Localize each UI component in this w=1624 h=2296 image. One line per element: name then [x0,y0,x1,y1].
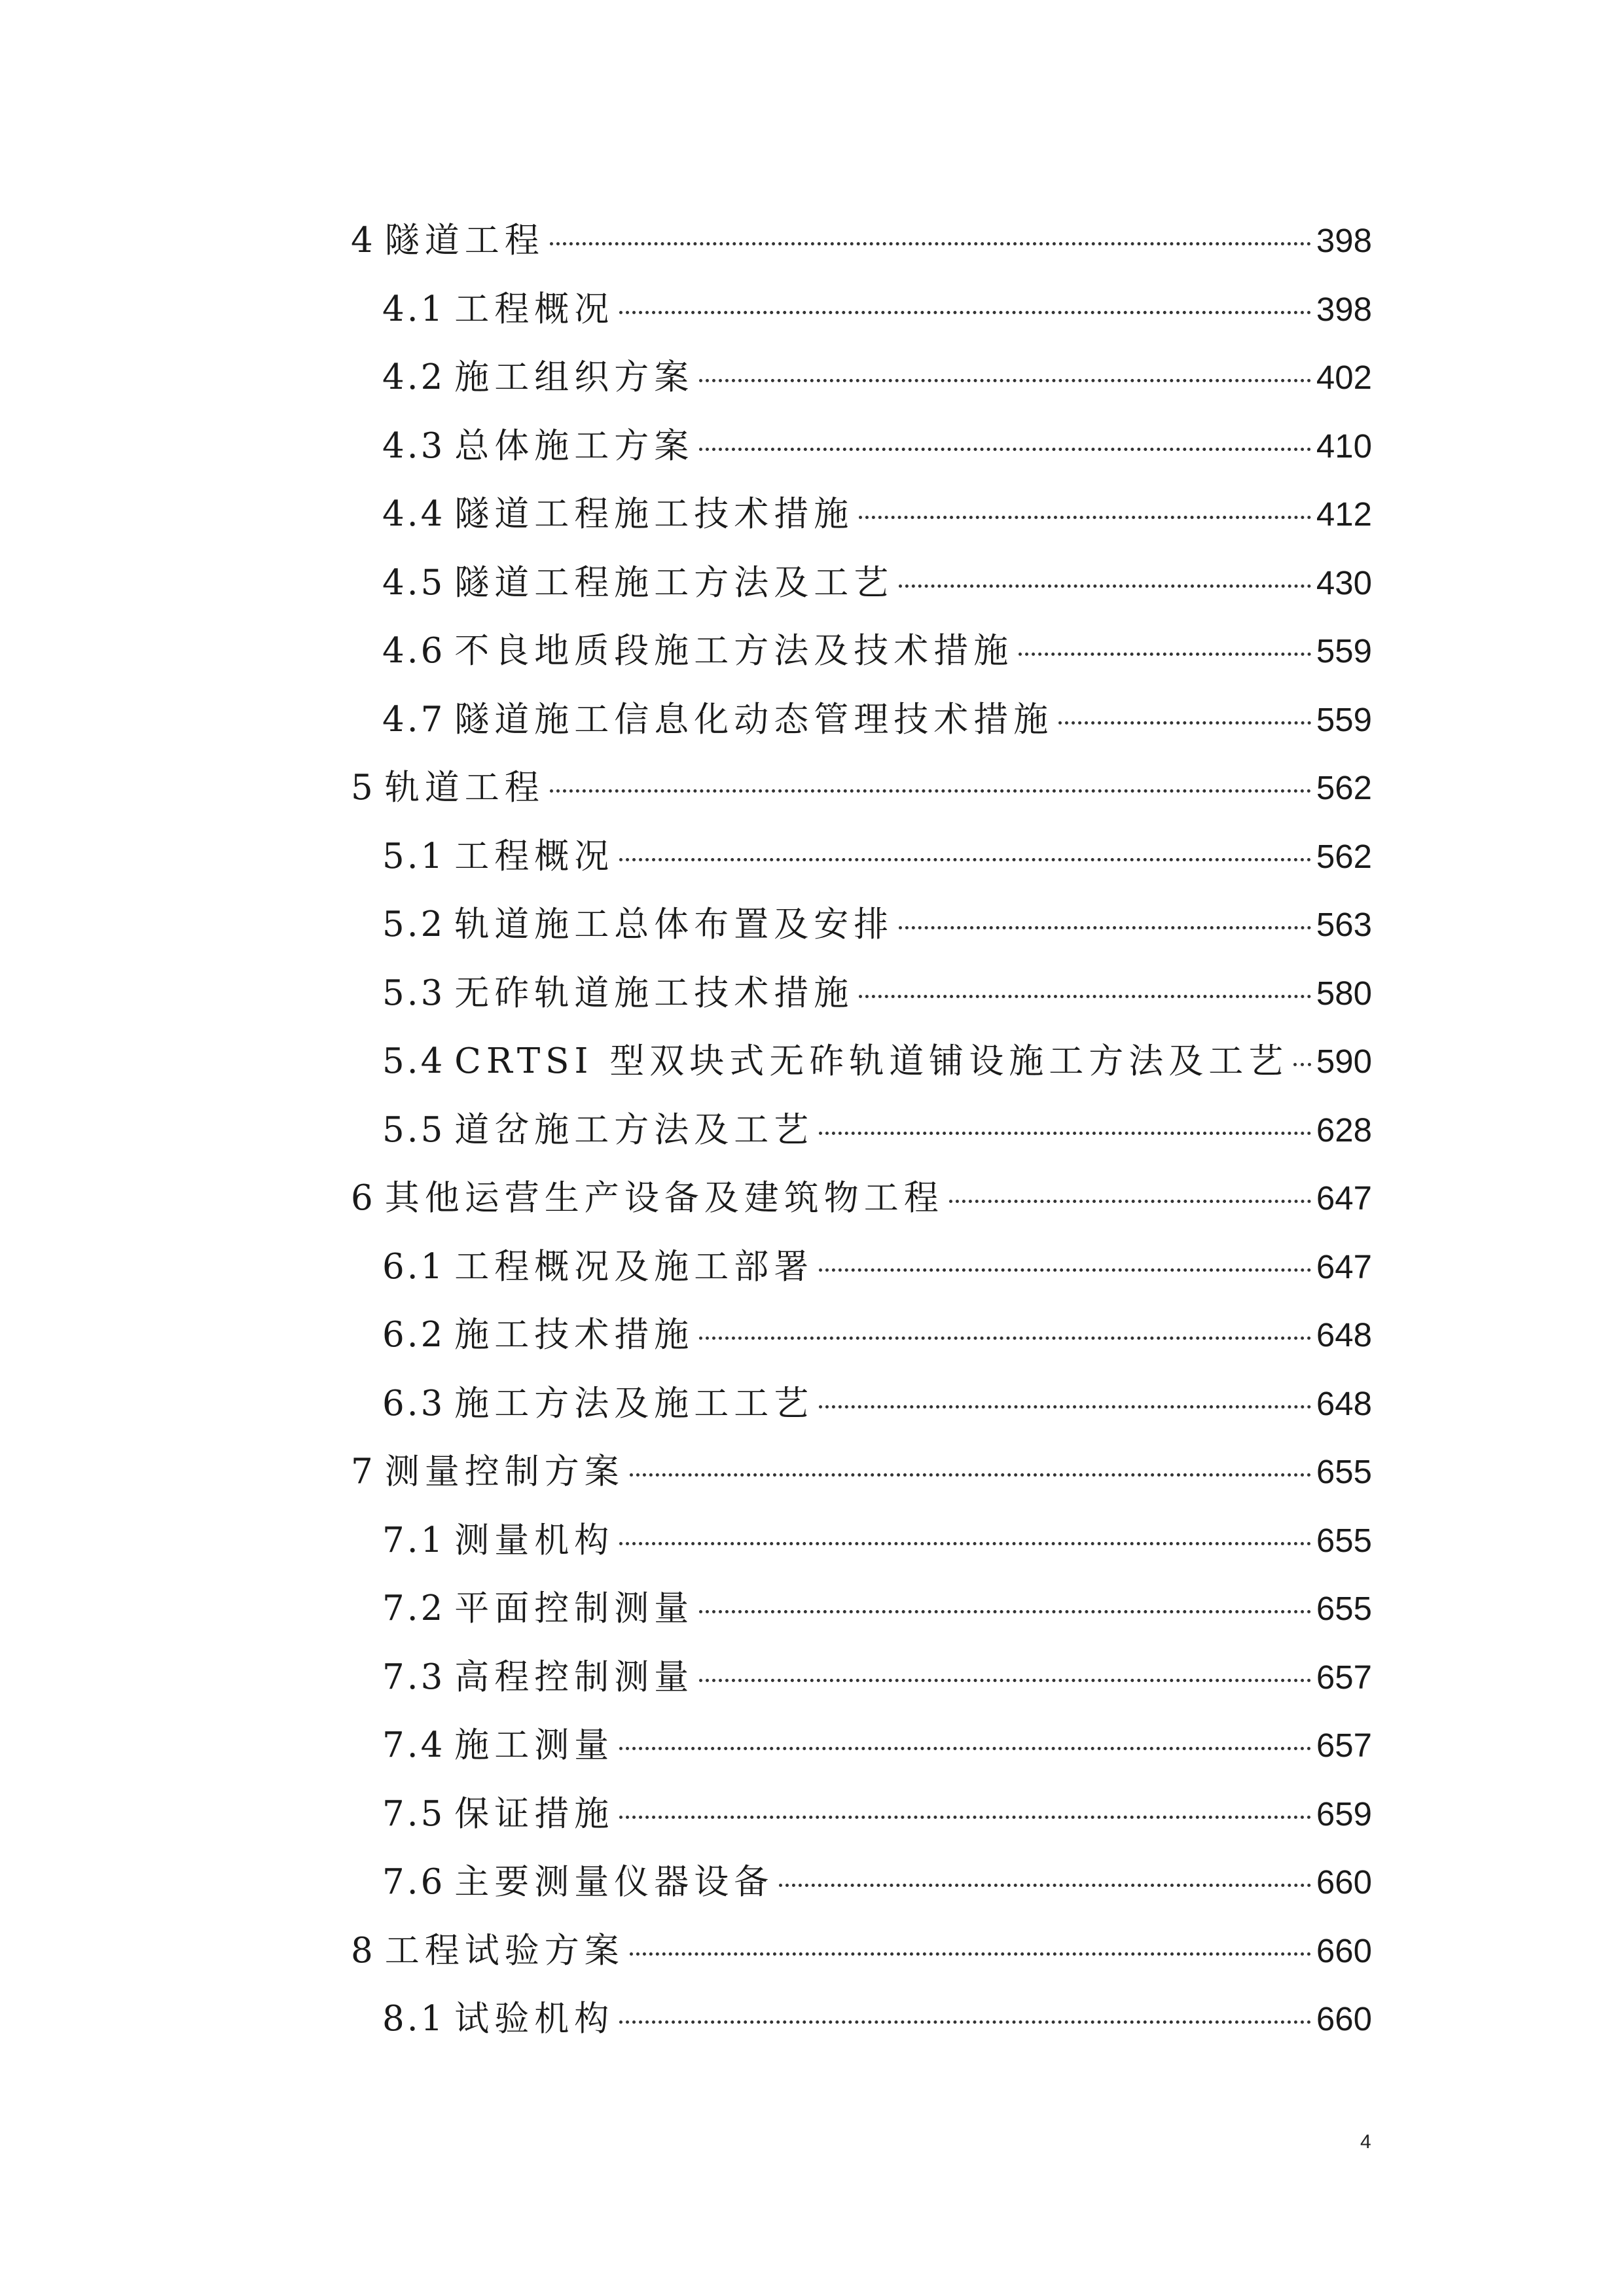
toc-dot-leader [619,2020,1311,2024]
toc-entry-number: 4.2 [382,357,446,397]
toc-entry-page: 562 [1316,837,1372,875]
toc-section-entry[interactable] [351,1848,1372,1917]
toc-section-entry[interactable] [351,480,1372,549]
toc-entry-page: 655 [1316,1590,1372,1627]
toc-entry-number: 6.3 [382,1383,446,1424]
toc-chapter-entry[interactable] [351,1917,1372,1986]
toc-dot-leader [949,1199,1311,1203]
toc-entry-title: CRTSI 型双块式无砟轨道铺设施工方法及工艺 [454,1041,1289,1081]
toc-entry-title: 隧道工程施工方法及工艺 [454,562,894,603]
toc-entry-number: 4.7 [382,699,446,740]
toc-entry-number: 4 [351,221,376,260]
toc-section-entry[interactable] [351,276,1372,344]
toc-section-entry[interactable] [351,1780,1372,1849]
toc-dot-leader [819,1131,1311,1135]
toc-entry-title: 隧道工程施工技术措施 [454,494,854,534]
toc-entry-title: 试验机构 [454,1999,615,2039]
toc-entry-title: 施工方法及施工工艺 [454,1383,814,1424]
toc-entry-title: 测量控制方案 [384,1452,624,1492]
toc-dot-leader [859,515,1311,519]
toc-entry-page: 647 [1316,1179,1372,1217]
toc-dot-leader [899,925,1311,929]
toc-entry-title: 施工技术措施 [454,1315,695,1355]
toc-entry-page: 655 [1316,1521,1372,1559]
page-number: 4 [1360,2131,1371,2153]
toc-entry-title: 轨道施工总体布置及安排 [454,905,894,944]
toc-entry-number: 6.2 [382,1315,446,1355]
toc-entry-page: 648 [1316,1316,1372,1354]
toc-section-entry[interactable] [351,686,1372,755]
toc-entry-page: 398 [1316,222,1372,259]
toc-section-entry[interactable] [351,891,1372,960]
toc-entry-page: 647 [1316,1247,1372,1285]
toc-entry-page: 398 [1316,290,1372,328]
toc-section-entry[interactable] [351,412,1372,481]
toc-entry-number: 5.1 [382,836,446,876]
toc-entry-page: 580 [1316,974,1372,1012]
toc-entry-title: 施工组织方案 [454,357,695,397]
toc-dot-leader [550,789,1311,793]
toc-section-entry[interactable] [351,1096,1372,1165]
toc-entry-page: 628 [1316,1111,1372,1149]
toc-dot-leader [819,1268,1311,1272]
toc-entry-page: 660 [1316,1931,1372,1969]
toc-dot-leader [699,1678,1311,1682]
toc-section-entry[interactable] [351,1233,1372,1302]
toc-section-entry[interactable] [351,1028,1372,1096]
toc-section-entry[interactable] [351,1370,1372,1439]
toc-entry-title: 测量机构 [454,1520,615,1560]
toc-entry-title: 总体施工方案 [454,425,695,466]
toc-dot-leader [699,378,1311,382]
toc-dot-leader [619,857,1311,861]
toc-entry-number: 6 [351,1178,376,1218]
toc-section-entry[interactable] [351,1301,1372,1370]
toc-entry-number: 4.5 [382,562,446,603]
toc-entry-number: 5.4 [382,1041,446,1081]
toc-entry-number: 4.4 [382,494,446,534]
toc-dot-leader [1019,652,1311,656]
toc-entry-page: 648 [1316,1384,1372,1422]
toc-dot-leader [619,310,1311,314]
toc-entry-title: 平面控制测量 [454,1588,695,1628]
toc-dot-leader [699,1336,1311,1340]
toc-entry-page: 655 [1316,1453,1372,1490]
toc-entry-page: 657 [1316,1658,1372,1696]
toc-entry-number: 6.1 [382,1246,446,1287]
toc-dot-leader [699,447,1311,451]
table-of-contents [351,207,1372,2054]
toc-dot-leader [630,1473,1311,1477]
toc-entry-number: 5 [351,768,376,808]
toc-section-entry[interactable] [351,1507,1372,1575]
toc-entry-number: 5.2 [382,905,446,944]
toc-entry-title: 无砟轨道施工技术措施 [454,973,854,1013]
toc-entry-page: 657 [1316,1727,1372,1764]
toc-dot-leader [699,1609,1311,1613]
toc-entry-page: 659 [1316,1795,1372,1833]
toc-dot-leader [1058,721,1311,725]
toc-entry-number: 7.1 [382,1520,446,1560]
toc-chapter-entry[interactable] [351,754,1372,823]
toc-entry-title: 其他运营生产设备及建筑物工程 [384,1178,944,1218]
toc-entry-title: 施工测量 [454,1725,615,1765]
toc-entry-page: 559 [1316,632,1372,670]
toc-entry-title: 主要测量仪器设备 [454,1862,774,1902]
toc-entry-page: 402 [1316,359,1372,396]
toc-entry-title: 隧道工程 [384,221,545,260]
toc-entry-page: 660 [1316,1863,1372,1901]
toc-dot-leader [630,1952,1311,1956]
toc-chapter-entry[interactable] [351,207,1372,276]
toc-entry-page: 563 [1316,906,1372,943]
toc-entry-title: 隧道施工信息化动态管理技术措施 [454,699,1054,740]
toc-entry-title: 高程控制测量 [454,1657,695,1697]
toc-entry-number: 7.5 [382,1793,446,1834]
toc-dot-leader [899,584,1311,588]
toc-entry-number: 7.4 [382,1725,446,1765]
toc-section-entry[interactable] [351,617,1372,686]
toc-entry-number: 5.3 [382,973,446,1013]
toc-entry-number: 8.1 [382,1999,446,2039]
toc-chapter-entry[interactable] [351,1164,1372,1233]
toc-entry-page: 660 [1316,2000,1372,2037]
toc-dot-leader [1293,1062,1311,1066]
toc-section-entry[interactable] [351,344,1372,412]
toc-dot-leader [619,1815,1311,1819]
toc-entry-number: 4.1 [382,289,446,329]
toc-chapter-entry[interactable] [351,1438,1372,1507]
toc-dot-leader [619,1541,1311,1545]
toc-entry-page: 562 [1316,769,1372,806]
toc-entry-title: 保证措施 [454,1793,615,1834]
toc-entry-title: 工程试验方案 [384,1930,624,1971]
toc-dot-leader [550,242,1311,245]
toc-section-entry[interactable] [351,549,1372,618]
toc-dot-leader [619,1746,1311,1750]
toc-entry-page: 590 [1316,1043,1372,1080]
toc-entry-number: 7 [351,1452,376,1492]
toc-entry-title: 不良地质段施工方法及技术措施 [454,631,1014,671]
toc-entry-number: 7.2 [382,1588,446,1628]
toc-entry-number: 4.3 [382,425,446,466]
toc-dot-leader [819,1405,1311,1408]
toc-entry-number: 4.6 [382,631,446,671]
toc-entry-number: 7.6 [382,1862,446,1902]
toc-entry-page: 559 [1316,700,1372,738]
toc-dot-leader [859,994,1311,998]
toc-entry-title: 工程概况 [454,289,615,329]
toc-entry-number: 5.5 [382,1109,446,1150]
toc-entry-number: 7.3 [382,1657,446,1697]
toc-entry-title: 道岔施工方法及工艺 [454,1109,814,1150]
toc-entry-title: 轨道工程 [384,768,545,808]
toc-section-entry[interactable] [351,960,1372,1028]
toc-section-entry[interactable] [351,1643,1372,1712]
toc-section-entry[interactable] [351,823,1372,891]
toc-entry-page: 430 [1316,564,1372,601]
toc-entry-number: 8 [351,1930,376,1971]
toc-section-entry[interactable] [351,1985,1372,2054]
toc-section-entry[interactable] [351,1575,1372,1643]
toc-entry-page: 412 [1316,495,1372,533]
toc-entry-page: 410 [1316,427,1372,465]
toc-entry-title: 工程概况 [454,836,615,876]
toc-section-entry[interactable] [351,1712,1372,1780]
toc-dot-leader [779,1883,1311,1887]
toc-entry-title: 工程概况及施工部署 [454,1246,814,1287]
